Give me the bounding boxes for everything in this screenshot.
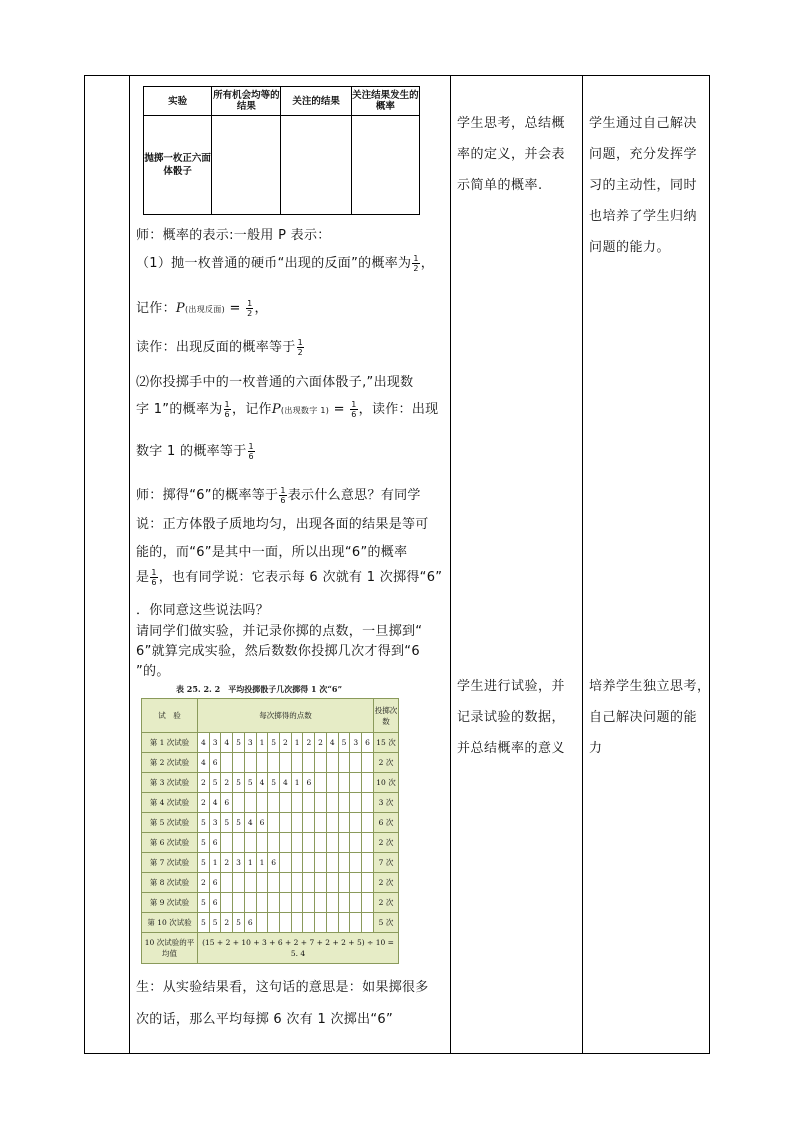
dice-point-cell [268, 913, 280, 933]
dice-point-cell: 4 [280, 773, 292, 793]
dice-point-cell [291, 853, 303, 873]
student-conclusion: 生：从实验结果看，这句话的意思是：如果掷很多 [136, 980, 429, 995]
dice-point-cell: 5 [209, 913, 221, 933]
dice-point-cell [326, 873, 338, 893]
dice-point-cell [326, 753, 338, 773]
dice-point-cell [233, 873, 245, 893]
dice-point-cell [303, 813, 315, 833]
experiment-instruction: ”的。 [136, 664, 170, 679]
text: 表示什么意思？有同学 [287, 488, 421, 503]
dice-point-cell: 6 [268, 853, 280, 873]
dice-point-cell: 2 [303, 733, 315, 753]
student-activity-2 [457, 671, 565, 764]
dice-point-cell [291, 893, 303, 913]
dice-point-cell [326, 833, 338, 853]
dice-row-label: 第 7 次试验 [142, 853, 198, 873]
dice-point-cell [362, 893, 374, 913]
dice-point-cell [326, 853, 338, 873]
dice-point-cell: 5 [198, 813, 210, 833]
dice-row-label: 第 10 次试验 [142, 913, 198, 933]
experiment-cell [212, 116, 281, 215]
dice-point-cell [256, 753, 268, 773]
dice-point-cell [244, 893, 256, 913]
dice-point-cell: 5 [198, 893, 210, 913]
experiment-table [143, 86, 420, 215]
dice-point-cell [338, 913, 350, 933]
dice-point-cell [350, 853, 362, 873]
experiment-row-label: 抛掷一枚正六面体骰子 [144, 116, 212, 215]
dice-point-cell [315, 873, 327, 893]
denominator: 6 [248, 452, 254, 461]
dice-point-cell [280, 813, 292, 833]
dice-table-caption: 表 25. 2. 2 平均投掷骰子几次掷得 1 次“6” [176, 684, 343, 694]
column-divider [129, 75, 130, 1054]
text: 字 1”的概率为 [136, 402, 223, 417]
dice-point-cell [233, 893, 245, 913]
denominator: 6 [151, 578, 157, 587]
dice-point-cell [338, 773, 350, 793]
text-line: 问题，充分发挥学 [589, 147, 698, 162]
dice-point-cell [315, 793, 327, 813]
experiment-header: 关注结果发生的概率 [351, 87, 419, 116]
dice-point-cell [362, 773, 374, 793]
experiment-cell [281, 116, 351, 215]
dice-point-cell [291, 833, 303, 853]
dice-line: ⑵你投掷手中的一枚普通的六面体骰子,”出现数 [136, 375, 414, 390]
dice-point-cell: 6 [221, 793, 233, 813]
dice-point-cell [362, 813, 374, 833]
denominator: 6 [280, 496, 286, 505]
dice-row-count: 5 次 [374, 913, 399, 933]
text-line: 力 [589, 741, 603, 756]
dice-point-cell [338, 893, 350, 913]
question-line [136, 566, 442, 587]
dice-point-cell [268, 793, 280, 813]
dice-point-cell [221, 753, 233, 773]
experiment-cell [351, 116, 419, 215]
dice-row [142, 853, 399, 873]
fraction [224, 400, 231, 419]
dice-point-cell [280, 753, 292, 773]
dice-row-count: 2 次 [374, 893, 399, 913]
dice-point-cell [233, 833, 245, 853]
dice-point-cell: 6 [209, 833, 221, 853]
dice-point-cell: 5 [268, 733, 280, 753]
dice-point-cell [338, 813, 350, 833]
text: ，读作：出现 [358, 402, 439, 417]
dice-point-cell [268, 753, 280, 773]
dice-point-cell [244, 753, 256, 773]
text: 数字 1 的概率等于 [136, 444, 247, 459]
fraction [412, 254, 419, 273]
text: = [329, 402, 350, 417]
numerator: 1 [247, 299, 253, 308]
dice-point-cell [291, 813, 303, 833]
dice-row-label: 第 9 次试验 [142, 893, 198, 913]
design-intent-1 [589, 108, 697, 263]
dice-point-cell [303, 853, 315, 873]
dice-point-cell [315, 813, 327, 833]
text-line: 学生思考，总结概 [457, 116, 566, 131]
dice-point-cell: 1 [291, 733, 303, 753]
dice-point-cell [280, 913, 292, 933]
dice-point-cell: 5 [244, 773, 256, 793]
dice-point-cell [221, 893, 233, 913]
dice-point-cell [326, 773, 338, 793]
dice-point-cell [303, 833, 315, 853]
prob-symbol: P [271, 402, 281, 417]
dice-row-label: 第 2 次试验 [142, 753, 198, 773]
dice-point-cell [221, 833, 233, 853]
dice-point-cell: 4 [221, 733, 233, 753]
dice-point-cell [362, 913, 374, 933]
dice-point-cell: 4 [326, 733, 338, 753]
dice-point-cell [338, 873, 350, 893]
dice-point-cell: 6 [303, 773, 315, 793]
coin-line [136, 252, 434, 273]
dice-point-cell: 5 [233, 733, 245, 753]
dice-point-cell [256, 913, 268, 933]
dice-point-cell: 6 [209, 893, 221, 913]
dice-point-cell [326, 793, 338, 813]
fraction [246, 299, 253, 318]
dice-point-cell [244, 833, 256, 853]
denominator: 2 [413, 264, 419, 273]
denominator: 2 [247, 309, 253, 318]
design-intent-2 [589, 671, 711, 764]
dice-point-cell: 2 [221, 853, 233, 873]
column-divider [450, 75, 451, 1054]
dice-point-cell [350, 813, 362, 833]
dice-average-value: (15 + 2 + 10 + 3 + 6 + 2 + 7 + 2 + 2 + 5) ÷ 10 = 5. 4 [198, 933, 399, 964]
dice-point-cell [244, 873, 256, 893]
question-line: 能的，而“6”是其中一面，所以出现“6”的概率 [136, 545, 408, 560]
dice-point-cell [350, 753, 362, 773]
text-line: 习的主动性，同时 [589, 178, 698, 193]
dice-point-cell [303, 913, 315, 933]
experiment-header: 实验 [144, 87, 212, 116]
dice-row-count: 2 次 [374, 753, 399, 773]
dice-point-cell [350, 833, 362, 853]
dice-point-cell [303, 793, 315, 813]
dice-point-cell [256, 793, 268, 813]
dice-point-cell: 5 [198, 853, 210, 873]
denominator: 6 [224, 410, 230, 419]
fraction [279, 486, 286, 505]
read-line [136, 336, 305, 357]
dice-point-cell [338, 793, 350, 813]
dice-point-cell [350, 873, 362, 893]
dice-point-cell: 6 [209, 753, 221, 773]
dice-point-cell [315, 893, 327, 913]
dice-point-cell: 2 [315, 733, 327, 753]
dice-point-cell [303, 753, 315, 773]
text-line: 学生进行试验，并 [457, 679, 566, 694]
dice-average-row [142, 933, 399, 964]
dice-point-cell: 2 [221, 913, 233, 933]
dice-point-cell: 4 [256, 773, 268, 793]
dice-point-cell: 5 [198, 833, 210, 853]
dice-point-cell: 1 [209, 853, 221, 873]
dice-point-cell [221, 873, 233, 893]
dice-average-label: 10 次试验的平均值 [142, 933, 198, 964]
text-line: 并总结概率的意义 [457, 741, 566, 756]
dice-point-cell [315, 853, 327, 873]
dice-point-cell: 3 [244, 733, 256, 753]
dice-point-cell: 2 [280, 733, 292, 753]
dice-row [142, 753, 399, 773]
fraction [248, 442, 255, 461]
dice-row-label: 第 4 次试验 [142, 793, 198, 813]
dice-point-cell [315, 773, 327, 793]
dice-point-cell [280, 833, 292, 853]
dice-point-cell [362, 793, 374, 813]
dice-point-cell [338, 853, 350, 873]
dice-row [142, 813, 399, 833]
dice-point-cell [280, 853, 292, 873]
dice-point-cell: 1 [291, 773, 303, 793]
dice-row-label: 第 6 次试验 [142, 833, 198, 853]
text: ， [254, 301, 268, 316]
dice-point-cell [280, 893, 292, 913]
text: ，记作 [231, 402, 272, 417]
text: = [225, 301, 246, 316]
dice-point-cell: 3 [350, 733, 362, 753]
dice-row-label: 第 1 次试验 [142, 733, 198, 753]
dice-point-cell: 6 [362, 733, 374, 753]
student-activity-1 [457, 108, 565, 201]
dice-point-cell: 2 [198, 773, 210, 793]
dice-row-count: 6 次 [374, 813, 399, 833]
subscript: (出现反面) [184, 305, 226, 314]
denominator: 2 [297, 348, 303, 357]
fraction [350, 400, 357, 419]
dice-point-cell [280, 873, 292, 893]
fraction [150, 568, 157, 587]
dice-row [142, 913, 399, 933]
dice-point-cell [350, 773, 362, 793]
dice-point-cell [362, 873, 374, 893]
dice-row-label: 第 8 次试验 [142, 873, 198, 893]
record-line [136, 297, 268, 318]
fraction [297, 338, 304, 357]
experiment-instruction: 6”就算完成实验，然后数数你投掷几次才得到“6 [136, 644, 420, 659]
dice-row [142, 873, 399, 893]
dice-point-cell: 5 [233, 813, 245, 833]
text-line: 学生通过自己解决 [589, 116, 698, 131]
dice-point-cell: 2 [198, 793, 210, 813]
dice-point-cell [244, 793, 256, 813]
dice-row-count: 2 次 [374, 833, 399, 853]
text-line: 率的定义，并会表 [457, 147, 566, 162]
text: （1）抛一枚普通的硬币“出现的反面”的概率为 [136, 256, 412, 271]
dice-point-cell [280, 793, 292, 813]
numerator: 1 [151, 568, 157, 577]
dice-point-cell [315, 833, 327, 853]
dice-point-cell [350, 793, 362, 813]
student-conclusion: 次的话，那么平均每掷 6 次有 1 次掷出“6” [136, 1012, 394, 1027]
dice-point-cell: 2 [221, 773, 233, 793]
dice-point-cell [350, 913, 362, 933]
numerator: 1 [413, 254, 419, 263]
dice-row [142, 793, 399, 813]
dice-point-cell: 5 [209, 773, 221, 793]
text-line: 示简单的概率. [457, 178, 543, 193]
numerator: 1 [297, 338, 303, 347]
experiment-instruction: 请同学们做实验，并记录你掷的点数，一旦掷到“ [136, 624, 423, 639]
dice-line [136, 398, 438, 419]
text: ，也有同学说：它表示每 6 次就有 1 次掷得“6” [158, 570, 443, 585]
dice-point-cell [268, 833, 280, 853]
dice-point-cell: 6 [209, 873, 221, 893]
dice-point-cell: 4 [244, 813, 256, 833]
question-line: ．你同意这些说法吗？ [136, 603, 270, 618]
dice-point-cell [268, 813, 280, 833]
dice-row [142, 773, 399, 793]
column-divider [582, 75, 583, 1054]
dice-row-label: 第 5 次试验 [142, 813, 198, 833]
text-line: 问题的能力。 [589, 240, 671, 255]
dice-point-cell: 5 [233, 773, 245, 793]
dice-row-count: 3 次 [374, 793, 399, 813]
dice-point-cell: 1 [244, 853, 256, 873]
dice-point-cell [362, 853, 374, 873]
text-line: 培养学生独立思考， [589, 679, 711, 694]
dice-point-cell: 1 [256, 853, 268, 873]
dice-point-cell: 4 [198, 733, 210, 753]
numerator: 1 [224, 400, 230, 409]
dice-point-cell: 3 [233, 853, 245, 873]
dice-results-table [141, 698, 399, 964]
dice-line [136, 440, 256, 461]
denominator: 6 [351, 410, 357, 419]
dice-point-cell: 5 [221, 813, 233, 833]
dice-point-cell [291, 913, 303, 933]
dice-point-cell [338, 753, 350, 773]
experiment-header: 关注的结果 [281, 87, 351, 116]
dice-row [142, 893, 399, 913]
dice-point-cell [256, 873, 268, 893]
dice-point-cell [362, 833, 374, 853]
numerator: 1 [280, 486, 286, 495]
dice-point-cell: 6 [244, 913, 256, 933]
dice-header-count: 投掷次数 [374, 699, 399, 733]
dice-point-cell [350, 893, 362, 913]
dice-point-cell: 4 [209, 793, 221, 813]
prob-symbol: P [175, 301, 185, 316]
text: 师：掷得“6”的概率等于 [136, 488, 279, 503]
dice-point-cell [291, 753, 303, 773]
dice-point-cell [338, 833, 350, 853]
text: 是 [136, 570, 150, 585]
dice-point-cell [303, 893, 315, 913]
dice-point-cell [362, 753, 374, 773]
dice-point-cell [315, 753, 327, 773]
question-line [136, 484, 421, 505]
dice-point-cell: 3 [209, 813, 221, 833]
dice-point-cell [233, 793, 245, 813]
dice-point-cell: 1 [256, 733, 268, 753]
experiment-header: 所有机会均等的结果 [212, 87, 281, 116]
dice-point-cell [233, 753, 245, 773]
dice-point-cell [315, 913, 327, 933]
dice-point-cell [326, 813, 338, 833]
dice-point-cell: 2 [198, 873, 210, 893]
dice-row [142, 833, 399, 853]
dice-point-cell [256, 893, 268, 913]
dice-point-cell: 5 [233, 913, 245, 933]
dice-point-cell [256, 833, 268, 853]
dice-point-cell: 3 [209, 733, 221, 753]
subscript: (出现数字 1) [280, 406, 330, 415]
dice-point-cell: 5 [198, 913, 210, 933]
dice-point-cell [326, 913, 338, 933]
text: 读作：出现反面的概率等于 [136, 340, 296, 355]
dice-point-cell: 6 [256, 813, 268, 833]
dice-header-points: 每次掷得的点数 [198, 699, 374, 733]
dice-point-cell [268, 873, 280, 893]
dice-row-count: 2 次 [374, 873, 399, 893]
dice-point-cell: 5 [338, 733, 350, 753]
dice-point-cell: 5 [268, 773, 280, 793]
text-line: 记录试验的数据， [457, 710, 566, 725]
dice-point-cell: 4 [198, 753, 210, 773]
text: 记作： [136, 301, 176, 316]
dice-header-trial: 试 验 [142, 699, 198, 733]
teacher-intro: 师：概率的表示:一般用 P 表示： [136, 228, 331, 243]
dice-row-count: 15 次 [374, 733, 399, 753]
text-line: 也培养了学生归纳 [589, 209, 698, 224]
text-line: 自己解决问题的能 [589, 710, 698, 725]
dice-point-cell [291, 873, 303, 893]
dice-row [142, 733, 399, 753]
dice-row-label: 第 3 次试验 [142, 773, 198, 793]
dice-point-cell [291, 793, 303, 813]
text: ， [420, 256, 435, 271]
question-line: 说：正方体骰子质地均匀，出现各面的结果是等可 [136, 517, 429, 532]
numerator: 1 [351, 400, 357, 409]
dice-point-cell [303, 873, 315, 893]
dice-row-count: 10 次 [374, 773, 399, 793]
dice-row-count: 7 次 [374, 853, 399, 873]
dice-point-cell [268, 893, 280, 913]
numerator: 1 [248, 442, 254, 451]
dice-point-cell [326, 893, 338, 913]
